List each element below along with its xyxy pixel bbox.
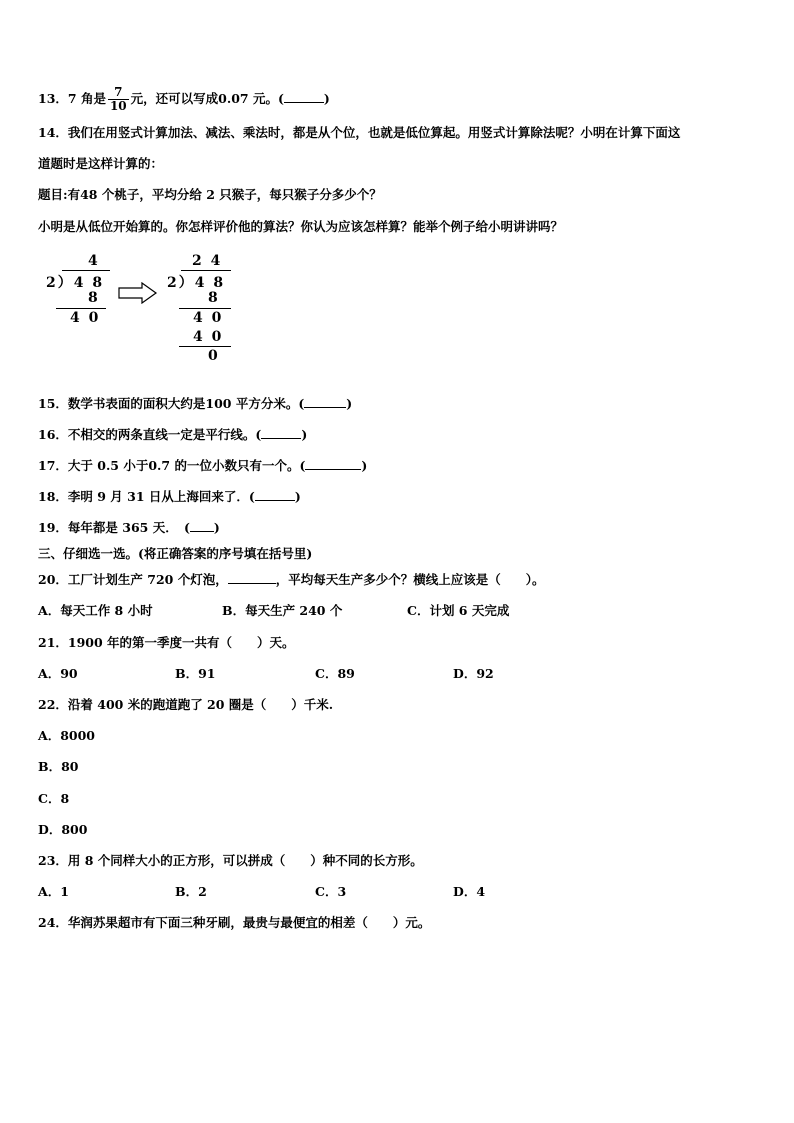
q21-option-c[interactable]: C．89 bbox=[315, 666, 355, 681]
q22-option-b[interactable]: B．80 bbox=[38, 759, 79, 774]
question-16: 16．不相交的两条直线一定是平行线。( ) bbox=[38, 427, 308, 442]
answer-blank-15[interactable] bbox=[304, 395, 346, 408]
answer-blank-20[interactable] bbox=[228, 571, 276, 584]
question-15: 15．数学书表面的面积大约是100 平方分米。( ) bbox=[38, 396, 353, 411]
q13-suffix: 元，还可以写成0.07 元。( bbox=[130, 91, 284, 106]
question-22: 22．沿着 400 米的跑道跑了 20 圈是（ ）千米. bbox=[38, 697, 334, 712]
question-19: 19．每年都是 365 天． ( ) bbox=[38, 520, 220, 535]
question-14-line2: 道题时是这样计算的： bbox=[38, 156, 164, 171]
q23-option-d[interactable]: D．4 bbox=[453, 884, 486, 899]
q21-option-b[interactable]: B．91 bbox=[175, 666, 216, 681]
right-division-bar bbox=[181, 270, 231, 271]
answer-blank-16[interactable] bbox=[261, 426, 301, 439]
section-three-heading: 三、仔细选一选。(将正确答案的序号填在括号里) bbox=[38, 546, 313, 561]
question-14-prompt: 小明是从低位开始算的。你怎样评价他的算法？你认为应该怎样算？能举个例子给小明讲讲吗？ bbox=[38, 219, 564, 234]
question-23: 23．用 8 个同样大小的正方形，可以拼成（ ）种不同的长方形。 bbox=[38, 853, 423, 868]
left-step-rule bbox=[56, 308, 106, 309]
right-step2: 4 0 bbox=[193, 310, 224, 326]
q20-option-c[interactable]: C．计划 6 天完成 bbox=[407, 603, 510, 618]
answer-blank-18[interactable] bbox=[255, 488, 295, 501]
question-14-problem: 题目:有48 个桃子，平均分给 2 只猴子，每只猴子分多少个？ bbox=[38, 187, 382, 202]
right-quotient: 2 4 bbox=[192, 253, 223, 269]
fraction-denominator: 10 bbox=[109, 99, 127, 113]
right-step1: 8 bbox=[208, 290, 220, 306]
question-18: 18．李明 9 月 31 日从上海回来了．( ) bbox=[38, 489, 301, 504]
q23-option-a[interactable]: A．1 bbox=[38, 884, 69, 899]
q22-option-a[interactable]: A．8000 bbox=[38, 728, 95, 743]
q23-option-b[interactable]: B．2 bbox=[175, 884, 207, 899]
answer-blank-17[interactable] bbox=[305, 457, 361, 470]
right-step-rule2 bbox=[179, 346, 231, 347]
question-14-line1: 14．我们在用竖式计算加法、减法、乘法时，都是从个位，也就是低位算起。用竖式计算除法呢？小明在计算下面这 bbox=[38, 125, 681, 140]
fraction-seven-tenths bbox=[108, 86, 129, 113]
q21-option-d[interactable]: D．92 bbox=[453, 666, 494, 681]
question-20: 20．工厂计划生产 720 个灯泡， ，平均每天生产多少个？横线上应该是（ ）。 bbox=[38, 572, 545, 587]
question-13: 13．7 角是 $\frac{7}{10}$ 元，还可以写成0.07 元。( ) bbox=[38, 85, 330, 113]
question-17: 17．大于 0.5 小于0.7 的一位小数只有一个。( ) bbox=[38, 458, 368, 473]
answer-blank-19[interactable] bbox=[190, 519, 214, 532]
q23-option-c[interactable]: C．3 bbox=[315, 884, 347, 899]
answer-blank-13[interactable] bbox=[284, 90, 324, 103]
q22-option-d[interactable]: D．800 bbox=[38, 822, 88, 837]
right-step3: 4 0 bbox=[193, 329, 224, 345]
left-division-bar bbox=[62, 270, 110, 271]
fraction-numerator: 7 bbox=[108, 86, 129, 100]
right-final: 0 bbox=[208, 348, 220, 364]
right-arrow-icon bbox=[118, 282, 158, 304]
q21-option-a[interactable]: A．90 bbox=[38, 666, 78, 681]
left-step1: 8 bbox=[88, 290, 100, 306]
q13-prefix: 13．7 角是 bbox=[38, 91, 106, 106]
right-divisor-dividend: 2）4 8 bbox=[167, 275, 226, 291]
question-21: 21．1900 年的第一季度一共有（ ）天。 bbox=[38, 635, 295, 650]
right-step-rule1 bbox=[179, 308, 231, 309]
left-remainder: 4 0 bbox=[70, 310, 101, 326]
q22-option-c[interactable]: C．8 bbox=[38, 791, 70, 806]
q20-option-b[interactable]: B．每天生产 240 个 bbox=[222, 603, 343, 618]
q20-option-a[interactable]: A．每天工作 8 小时 bbox=[38, 603, 153, 618]
left-quotient: 4 bbox=[88, 253, 100, 269]
left-divisor-dividend: 2）4 8 bbox=[46, 275, 105, 291]
question-24: 24．华润苏果超市有下面三种牙刷，最贵与最便宜的相差（ ）元。 bbox=[38, 915, 431, 930]
